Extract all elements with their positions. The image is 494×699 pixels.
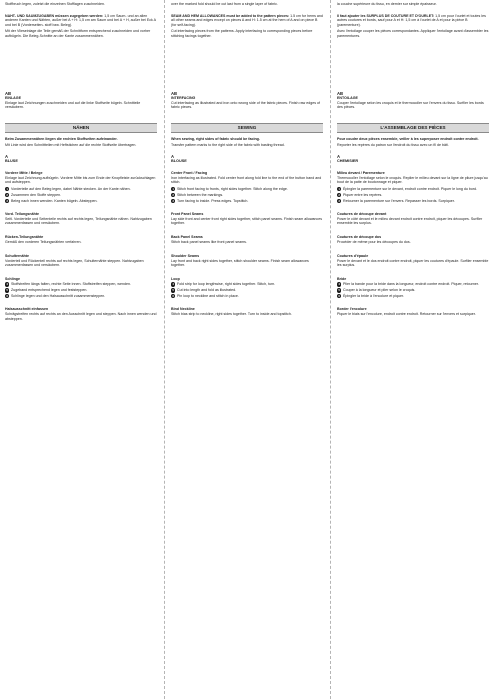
step-text: Épingler la parementure sur le devant, endroit contre endroit. Piquer le long du bord. (343, 186, 478, 191)
part-title: Rücken-Teilungsnähte (5, 234, 44, 239)
step (5, 294, 157, 298)
step (171, 294, 323, 298)
garment-letter: A (171, 153, 175, 159)
step (337, 282, 489, 286)
step-number: 3 (6, 198, 8, 203)
part-title: Vordere Mitte / Belege (5, 170, 43, 175)
part-text: Poser le devant et le dos endroit contre endroit, piquer les coutures d'épaule. Surfiler ensemble les surplus. (337, 259, 489, 268)
garment-name: BLOUSE (171, 159, 187, 164)
column-separator (330, 0, 331, 699)
step-text: Couper à la longueur et plier selon le croquis. (343, 288, 416, 293)
step-text: Stitch front facing to fronts, right sides together. Stitch along the edge. (177, 186, 288, 191)
step (337, 288, 489, 292)
column-separator (164, 0, 165, 699)
seam-block (337, 14, 489, 40)
step-number: 6 (6, 294, 8, 299)
step-number: 2 (338, 192, 340, 197)
sewing-block (337, 137, 489, 319)
part-title: Vord. Teilungsnähte (5, 211, 40, 216)
step (337, 199, 489, 203)
top-note: over the marked fold should be cut last from a single layer of fabric. (171, 2, 278, 6)
part-text: Einlage laut Zeichnung aufbügeln. Vordere Mitte bis zum Ende der Knopfleiste zurückschlagen und aufsteppen. (5, 176, 156, 185)
step-number: 6 (172, 294, 174, 299)
sewing-block (171, 137, 323, 319)
part-title: Front Panel Seams (171, 211, 204, 216)
interfacing-block (171, 92, 323, 112)
part-text: Schrägstreifen rechts auf rechts an den Ausschnitt legen und steppen. Nach innen wenden und absteppen. (5, 312, 157, 321)
step (171, 282, 323, 286)
interfacing-heading: INTERFACING (171, 96, 196, 101)
interfacing-text: Couper l'entoilage selon les croquis et le thermocoller sur l'envers du tissu. Surfiler les bords des pièces. (337, 100, 484, 110)
top-block (171, 2, 323, 8)
step (337, 294, 489, 298)
step (171, 199, 323, 203)
part-text: Lay side front and center front right sides together, stitch panel seams. Finish seam allowances together. (171, 216, 323, 226)
section-letter: AB (5, 91, 12, 96)
step-number: 5 (172, 288, 174, 293)
part-title: Coutures d'épaule (337, 253, 369, 258)
part-text: Iron interfacing as illustrated. Fold center front along fold line to the end of the button band and stitch. (171, 176, 322, 185)
step (337, 193, 489, 197)
part-text: Stitch bias strip to neckline, right sides together. Turn to inside and topstitch. (171, 312, 292, 317)
part-text: Seitl. Vorderteile und Seitenteile rechts auf rechts legen, Teilungsnähte nähen. Nahtzugaben zusammenfassen und versäubern. (5, 216, 152, 226)
step-text: Fold strip for loop lengthwise, right sides together. Stitch, turn. (177, 282, 276, 287)
step-number: 4 (6, 282, 8, 287)
part-title: Back Panel Seams (171, 234, 203, 239)
interfacing-block (5, 92, 157, 112)
interfacing-text: Einlage laut Zeichnungen zuschneiden und auf die linke Stoffseite bügeln. Schnitteile versäubern. (5, 100, 141, 110)
section-letter: AB (171, 91, 178, 96)
seam-text-2: Cut interfacing pieces from the patterns. Apply interfacing to corresponding pieces before stitching facings together. (171, 29, 313, 38)
step-number: 5 (338, 288, 340, 293)
step (5, 282, 157, 286)
seam-text: 1,5 cm Saum- und an allen anderen Kanten und Nähten, außer bei A + H: 1,5 cm am Saum und bei A + H, außer bei Eck A und bei B (Vorderseiten- stoff bzw. Beleg). (5, 14, 156, 27)
step-text: Beleg nach innen wenden. Kanten bügeln. Absteppen. (11, 198, 98, 203)
seam-heading: NAHT- UND SAUMZUGABEN müssen zugegeben werden: (5, 14, 104, 18)
seam-text-2: Mit der Vlieseinlage die Teile gemäß der Schnittform entsprechend zuschneiden und vorher aufbügeln. Die Beleg-Schnitte an der Kante zusammennähen. (5, 29, 151, 38)
seam-text-2: Avec l'entoilage couper les pièces correspondantes. Appliquer l'entoilage avant d'assembler les parementures. (337, 29, 489, 38)
step (337, 187, 489, 191)
sewing-intro: When sewing, right sides of fabric should be facing. (171, 137, 260, 141)
step (171, 187, 323, 191)
top-note: la couche supérieure du tissu, en dernier sur simple épaisseur. (337, 2, 437, 6)
section-band: NÄHEN (5, 123, 157, 133)
step-number: 3 (172, 198, 174, 203)
section-band: L'ASSEMBLAGE DES PIÈCES (337, 123, 489, 133)
step-number: 4 (338, 282, 340, 287)
part-text: Procéder de même pour les découpes du dos. (337, 240, 411, 245)
garment-letter: A (337, 153, 341, 159)
interfacing-text: Cut interfacing as illustrated and iron onto wrong side of the fabric pieces. Finish raw edges of fabric pieces. (171, 100, 321, 110)
step-text: Stitch between the markings. (177, 192, 224, 197)
top-block (337, 2, 489, 8)
step-number: 1 (6, 187, 8, 192)
step-text: Zusammen den Stoffe steppen. (11, 192, 62, 197)
step-text: Piquer entre les repères. (343, 192, 383, 197)
interfacing-block (337, 92, 489, 112)
step-number: 2 (172, 192, 174, 197)
part-title: Shoulder Seams (171, 253, 200, 258)
garment-letter: A (5, 153, 9, 159)
step-text: Turn facing to inside. Press edges. Topstitch. (177, 198, 249, 203)
step-number: 1 (338, 187, 340, 192)
step-text: Schlinge legen und den Halsausschnitt zusammensteppen. (11, 294, 106, 299)
seam-heading: SEAM AND HEM ALLOWANCES must be added to the pattern pieces: (171, 14, 290, 18)
step (5, 193, 157, 197)
part-title: Bride (337, 276, 347, 281)
section-letter: AB (337, 91, 344, 96)
step-number: 5 (6, 288, 8, 293)
step-number: 6 (338, 294, 340, 299)
seam-block (171, 14, 323, 40)
sewing-intro: Beim Zusammennähen liegen die rechten Stoffseiten aufeinander. (5, 137, 118, 141)
sewing-intro-2: Transfer pattern marks to the right side of the fabric with basting thread. (171, 143, 285, 148)
part-text: Stitch back panel seams like front panel seams. (171, 240, 247, 245)
step-text: Épingler la bride à l'encolure et piquer. (343, 294, 405, 299)
top-block (5, 2, 157, 8)
part-title: Coutures de découpe dos (337, 234, 382, 239)
part-text: Thermocoller l'entoilage selon le croquis. Replier le milieu devant sur la ligne de pliure jusqu'au bout de la patte de boutonnage et piquer. (337, 176, 488, 185)
step-number: 4 (172, 282, 174, 287)
part-title: Halsausschnitt einfassen (5, 306, 49, 311)
sewing-intro-2: Mit Linie wird den Schnittteilen mit Heftstichen auf die rechte Stoffseite übertragen. (5, 143, 137, 148)
step (5, 288, 157, 292)
step-number: 1 (172, 187, 174, 192)
top-note: Stoffbruch legen, zuletzt die einzelnen Stofflagen zuschneiden. (5, 2, 105, 6)
sewing-block (5, 137, 157, 323)
garment-name: CHEMISIER (337, 159, 359, 164)
seam-text: 1.5 cm for hems and all other seams and edges except on pieces A and H: 1.5 cm at the hem of A and on piece B (for self-facing). (171, 14, 323, 27)
part-text: Vorderteil und Rückenteil rechts auf rechts legen, Schulternähte steppen. Nahtzugaben zusammenfassen und versäubern. (5, 259, 144, 268)
part-title: Schlinge (5, 276, 20, 281)
section-band: SEWING (171, 123, 323, 133)
part-text: Poser le côté devant et le milieu devant endroit contre endroit, piquer les découpes. Surfiler ensemble les surplus. (337, 216, 483, 226)
part-text: Lay front and back right sides together, stitch shoulder seams. Finish seam allowances together. (171, 259, 309, 268)
step (5, 199, 157, 203)
step-text: Retourner la parementure sur l'envers. Repasser les bords. Surpiquer. (343, 198, 455, 203)
step (171, 288, 323, 292)
step-text: Pin loop to neckline and stitch in place. (177, 294, 239, 299)
seam-text: 1,5 cm pour l'ourlet et toutes les autres coutures et bords, sauf pour A et H: 1,5 cm à l'ourlet de A et pour la pièce B (parementure). (337, 14, 486, 27)
step-text: Vorderteile auf den Beleg legen, dabei Nähte stecken. An der Kante nähen. (11, 186, 131, 191)
step-text: Cut into length and fold as illustrated. (177, 288, 237, 293)
step-number: 3 (338, 198, 340, 203)
step (171, 193, 323, 197)
part-title: Center Front / Facing (171, 170, 208, 175)
sewing-intro: Pour coudre deux pièces ensemble, veiller à les superposer endroit contre endroit. (337, 137, 479, 141)
part-title: Milieu devant / Parementure (337, 170, 385, 175)
part-title: Schulternähte (5, 253, 29, 258)
part-title: Bind Neckline (171, 306, 195, 311)
step-text: Plier la bande pour la bride dans la longueur, endroit contre endroit. Piquer, retourner. (343, 282, 479, 287)
sewing-intro-2: Reporter les repères du patron sur l'endroit du tissu avec un fil de bâti. (337, 143, 449, 148)
step-text: Zugeband entsprechend legen und feststeppen. (11, 288, 88, 293)
garment-name: BLUSE (5, 159, 18, 164)
part-text: Gemäß den vorderen Teilungsnähten verfahren. (5, 240, 82, 245)
seam-block (5, 14, 157, 40)
part-text: Piquer le biais sur l'encolure, endroit contre endroit. Retourner sur l'envers et surpiquer. (337, 312, 476, 317)
interfacing-heading: ENTOILAGE (337, 96, 358, 101)
interfacing-heading: EINLAGE (5, 96, 21, 101)
step-text: Stoffstreifen längs falten, rechte Seite innen. Stoffstreifen steppen, wenden. (11, 282, 131, 287)
step (5, 187, 157, 191)
step-number: 2 (6, 192, 8, 197)
part-title: Loop (171, 276, 180, 281)
part-title: Border l'encolure (337, 306, 367, 311)
seam-heading: Il faut ajouter les SURPLUS DE COUTURE ET D'OURLET: (337, 14, 435, 18)
part-title: Coutures de découpe devant (337, 211, 387, 216)
